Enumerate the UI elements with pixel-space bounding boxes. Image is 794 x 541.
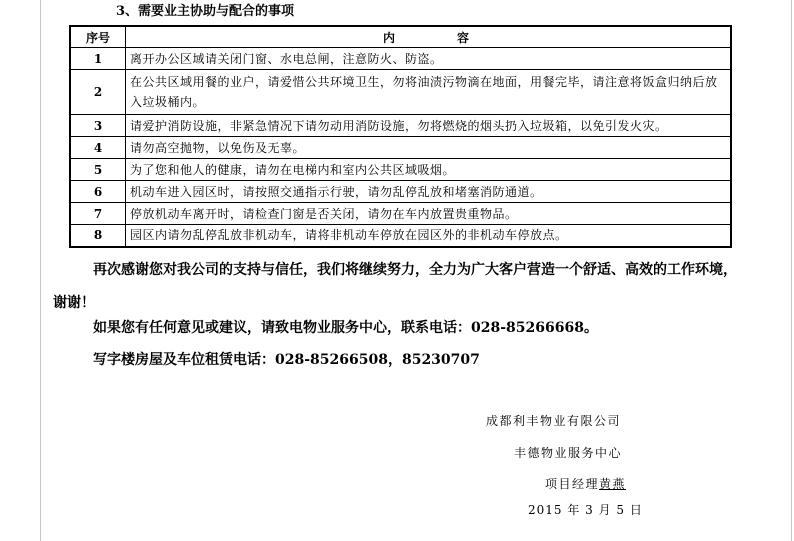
- signature-company: 成都利丰物业有限公司: [486, 414, 622, 428]
- table-header-row: [70, 26, 731, 48]
- row-number: 3: [70, 115, 126, 137]
- row-number: 1: [70, 48, 126, 70]
- row-number: 7: [70, 203, 126, 225]
- row-content: 停放机动车离开时，请检查门窗是否关闭，请勿在车内放置贵重物品。: [126, 203, 732, 225]
- row-number: 2: [70, 70, 126, 115]
- manager-name: 黄燕: [599, 477, 627, 491]
- matters-table: [69, 25, 732, 248]
- manager-title: 项目经理: [545, 477, 600, 491]
- row-number: 4: [70, 137, 126, 159]
- thanks-paragraph: 再次感谢您对我公司的支持与信任，我们将继续努力，全力为广大客户营造一个舒适、高效的工作环境，谢谢！: [53, 262, 737, 311]
- header-number: 序号: [70, 26, 126, 48]
- header-content: 内容: [126, 26, 732, 48]
- row-content: 离开办公区域请关闭门窗、水电总闸，注意防火、防盗。: [126, 48, 732, 70]
- rental-paragraph: 写字楼房屋及车位租赁电话：028-85266508，85230707: [93, 352, 480, 368]
- table-row: [70, 225, 731, 247]
- table-row: [70, 181, 731, 203]
- row-number: 5: [70, 159, 126, 181]
- table-row: [70, 203, 731, 225]
- row-content: 请勿高空抛物，以免伤及无辜。: [126, 137, 732, 159]
- contact-paragraph: 如果您有任何意见或建议，请致电物业服务中心，联系电话：028-85266668。: [93, 320, 598, 336]
- row-content: 机动车进入园区时，请按照交通指示行驶，请勿乱停乱放和堵塞消防通道。: [126, 181, 732, 203]
- row-number: 6: [70, 181, 126, 203]
- section-heading: 3、需要业主协助与配合的事项: [116, 4, 295, 19]
- table-row: [70, 115, 731, 137]
- signature-date: 2015 年 3 月 5 日: [528, 503, 643, 517]
- row-number: 8: [70, 225, 126, 247]
- table-row: [70, 48, 731, 70]
- table-row: [70, 137, 731, 159]
- row-content: 为了您和他人的健康，请勿在电梯内和室内公共区域吸烟。: [126, 159, 732, 181]
- table-row: [70, 159, 731, 181]
- row-content: 在公共区域用餐的业户，请爱惜公共环境卫生，勿将油渍污物滴在地面，用餐完毕，请注意将饭盒归纳后放入垃圾桶内。: [126, 70, 732, 115]
- row-content: 请爱护消防设施，非紧急情况下请勿动用消防设施，勿将燃烧的烟头扔入垃圾箱，以免引发火灾。: [126, 115, 732, 137]
- signature-manager: [545, 476, 626, 492]
- row-content: 园区内请勿乱停乱放非机动车，请将非机动车停放在园区外的非机动车停放点。: [126, 225, 732, 247]
- signature-service-center: 丰德物业服务中心: [514, 446, 623, 460]
- table-row: [70, 70, 731, 115]
